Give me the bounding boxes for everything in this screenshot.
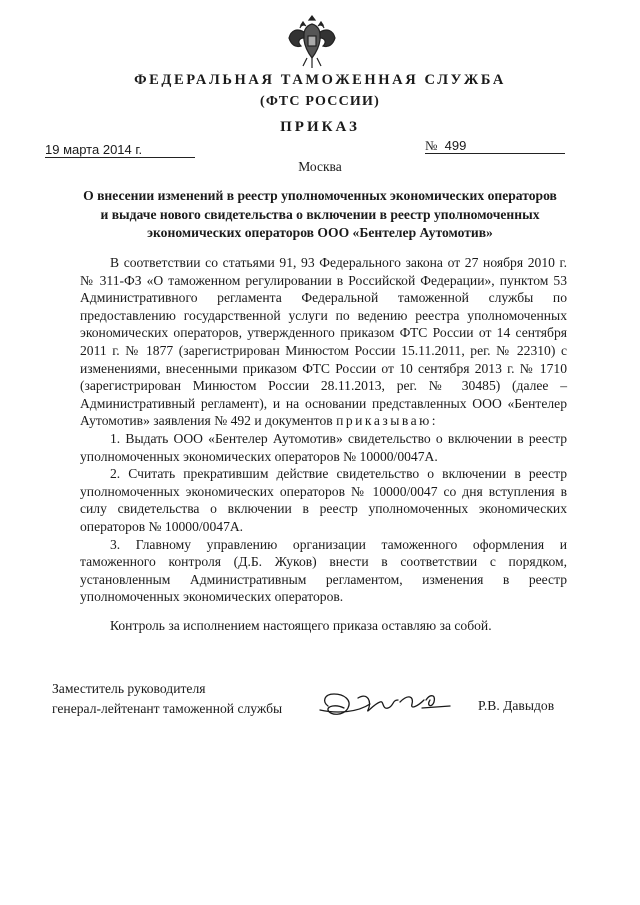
order-item: 2. Считать прекратившим действие свидетельство о включении в реестр уполномоченных экономических операторов № 10000/0047 со дня вступления в силу свидетельства о включении в реестр уполномоченных экономических операторов № 10000/0047А. (80, 466, 567, 534)
city: Москва (298, 159, 342, 174)
order-item: 3. Главному управлению организации таможенного оформления и таможенного контроля (Д.Б. Жуков) внести в соответствии с порядком, установленным Административным регламентом, изменения в реестр уполномоченных экономических операторов. (80, 536, 567, 605)
order-subject (60, 187, 580, 243)
signatory-position-line: Заместитель руководителя (52, 681, 206, 696)
preamble-paragraph (80, 254, 567, 430)
order-word: приказываю: (336, 413, 439, 429)
document-type: ПРИКАЗ (280, 119, 360, 135)
order-item: 1. Выдать ООО «Бентелер Аутомотив» свидетельство о включении в реестр уполномоченных экономических операторов № 10000/0047А. (80, 430, 567, 464)
subject-line: и выдаче нового свидетельства о включении в реестр уполномоченных (100, 206, 540, 222)
number-value: 499 (444, 138, 467, 153)
subject-line: О внесении изменений в реестр уполномоченных экономических операторов (83, 188, 557, 203)
signatory-name: Р.В. Давыдов (478, 698, 555, 713)
signatory-position (52, 679, 282, 719)
preamble-text: В соответствии со статьями 91, 93 Федерального закона от 27 ноября 2010 г. № 311-ФЗ «О таможенном регулировании в Российской Федерации», пунктом 53 Административного регламента Федеральной таможенной службы по предоставлению государственной услуги по ведению реестра уполномоченных экономических операторов, утвержденного приказом ФТС России от 14 сентября 2011 г. № 1877 (зарегистрирован Минюстом России 15.11.2011, рег. № 22310) с изменениями, внесенными приказом ФТС России от 10 сентября 2013 г. № 1710 (зарегистрирован Минюстом России 28.11.2013, рег. № 30485) (далее – Административный регламент), и на основании представленных ООО «Бентелер Аутомотив» заявления № 492 и документов (80, 255, 567, 429)
number-sign: № (425, 138, 438, 153)
signatory-position-line: генерал-лейтенант таможенной службы (52, 701, 283, 716)
order-body (80, 254, 567, 606)
coat-of-arms-emblem (287, 12, 337, 70)
organization-name: ФЕДЕРАЛЬНАЯ ТАМОЖЕННАЯ СЛУЖБА (134, 72, 506, 88)
order-number (425, 138, 565, 154)
handwritten-signature (318, 684, 453, 728)
control-clause: Контроль за исполнением настоящего приказа оставляю за собой. (110, 618, 492, 633)
order-date: 19 марта 2014 г. (45, 143, 195, 158)
subject-line: экономических операторов ООО «Бентелер Аутомотив» (147, 225, 493, 240)
organization-short-name: (ФТС РОССИИ) (260, 94, 380, 109)
